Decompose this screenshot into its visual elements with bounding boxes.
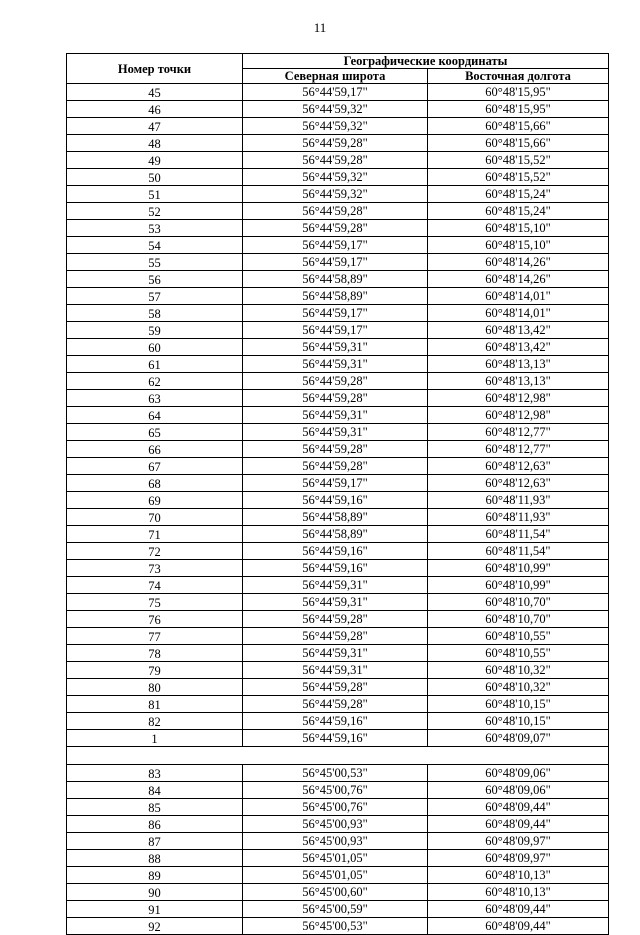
north-lat-cell: 56°44'59,28" [243,152,428,169]
north-lat-cell: 56°44'58,89" [243,509,428,526]
point-number-cell: 77 [67,628,243,645]
table-row [67,611,609,628]
table-row [67,901,609,918]
east-lon-cell: 60°48'10,13" [428,884,609,901]
point-number-cell: 86 [67,816,243,833]
point-number-cell: 60 [67,339,243,356]
north-lat-cell: 56°45'00,93" [243,833,428,850]
north-lat-cell: 56°44'59,31" [243,577,428,594]
north-lat-cell: 56°44'59,17" [243,237,428,254]
point-number-cell: 1 [67,730,243,747]
north-lat-cell: 56°44'59,28" [243,203,428,220]
point-number-cell: 78 [67,645,243,662]
east-lon-cell: 60°48'15,95" [428,84,609,101]
north-lat-cell: 56°44'58,89" [243,526,428,543]
point-number-cell: 81 [67,696,243,713]
east-lon-cell: 60°48'12,63" [428,458,609,475]
point-number-cell: 51 [67,186,243,203]
point-number-cell: 45 [67,84,243,101]
table-row [67,135,609,152]
table-row [67,594,609,611]
east-lon-cell: 60°48'12,77" [428,424,609,441]
table-row [67,101,609,118]
east-lon-cell: 60°48'15,66" [428,135,609,152]
table-row [67,713,609,730]
east-lon-cell: 60°48'09,44" [428,799,609,816]
east-lon-cell: 60°48'09,97" [428,833,609,850]
table-row [67,492,609,509]
point-number-cell: 82 [67,713,243,730]
east-lon-cell: 60°48'14,01" [428,305,609,322]
point-number-cell: 88 [67,850,243,867]
table-row [67,203,609,220]
table-row [67,645,609,662]
table-row [67,305,609,322]
table-row [67,84,609,101]
east-lon-cell: 60°48'09,44" [428,901,609,918]
north-lat-cell: 56°44'59,16" [243,730,428,747]
table-row [67,424,609,441]
point-number-cell: 71 [67,526,243,543]
north-lat-cell: 56°44'58,89" [243,288,428,305]
east-lon-cell: 60°48'09,44" [428,918,609,935]
table-row [67,339,609,356]
point-number-cell: 89 [67,867,243,884]
north-lat-cell: 56°44'59,17" [243,475,428,492]
north-lat-cell: 56°45'01,05" [243,850,428,867]
point-number-cell: 80 [67,679,243,696]
point-number-cell: 63 [67,390,243,407]
point-number-cell: 47 [67,118,243,135]
point-number-cell: 55 [67,254,243,271]
north-lat-cell: 56°45'01,05" [243,867,428,884]
north-lat-cell: 56°44'59,31" [243,594,428,611]
east-lon-cell: 60°48'13,13" [428,373,609,390]
east-lon-cell: 60°48'09,07" [428,730,609,747]
east-lon-cell: 60°48'09,06" [428,782,609,799]
north-lat-cell: 56°44'59,31" [243,407,428,424]
table-row [67,254,609,271]
table-row [67,475,609,492]
north-lat-cell: 56°44'59,17" [243,322,428,339]
point-number-cell: 59 [67,322,243,339]
east-lon-cell: 60°48'10,15" [428,713,609,730]
table-row [67,884,609,901]
header-geo-coords: Географические координаты [243,54,609,69]
point-number-cell: 52 [67,203,243,220]
east-lon-cell: 60°48'11,93" [428,492,609,509]
table-row [67,373,609,390]
table-row [67,577,609,594]
point-number-cell: 69 [67,492,243,509]
table-row [67,543,609,560]
east-lon-cell: 60°48'15,10" [428,237,609,254]
east-lon-cell: 60°48'13,13" [428,356,609,373]
east-lon-cell: 60°48'11,93" [428,509,609,526]
north-lat-cell: 56°44'59,32" [243,186,428,203]
table-row [67,628,609,645]
east-lon-cell: 60°48'12,98" [428,407,609,424]
east-lon-cell: 60°48'10,70" [428,594,609,611]
east-lon-cell: 60°48'15,52" [428,152,609,169]
point-number-cell: 61 [67,356,243,373]
table-row [67,237,609,254]
point-number-cell: 64 [67,407,243,424]
east-lon-cell: 60°48'10,32" [428,679,609,696]
coordinates-table [66,53,609,935]
separator-row [67,747,609,765]
north-lat-cell: 56°44'58,89" [243,271,428,288]
north-lat-cell: 56°45'00,76" [243,782,428,799]
north-lat-cell: 56°44'59,31" [243,424,428,441]
table-row [67,509,609,526]
point-number-cell: 50 [67,169,243,186]
east-lon-cell: 60°48'13,42" [428,322,609,339]
point-number-cell: 68 [67,475,243,492]
north-lat-cell: 56°45'00,76" [243,799,428,816]
point-number-cell: 57 [67,288,243,305]
east-lon-cell: 60°48'13,42" [428,339,609,356]
north-lat-cell: 56°44'59,16" [243,543,428,560]
table-row [67,526,609,543]
north-lat-cell: 56°44'59,28" [243,135,428,152]
east-lon-cell: 60°48'10,15" [428,696,609,713]
table-row [67,390,609,407]
north-lat-cell: 56°44'59,31" [243,339,428,356]
point-number-cell: 65 [67,424,243,441]
point-number-cell: 74 [67,577,243,594]
north-lat-cell: 56°44'59,28" [243,696,428,713]
point-number-cell: 72 [67,543,243,560]
table-row [67,867,609,884]
east-lon-cell: 60°48'12,98" [428,390,609,407]
north-lat-cell: 56°45'00,59" [243,901,428,918]
point-number-cell: 54 [67,237,243,254]
north-lat-cell: 56°45'00,53" [243,765,428,782]
east-lon-cell: 60°48'10,99" [428,560,609,577]
point-number-cell: 46 [67,101,243,118]
table-row [67,918,609,935]
east-lon-cell: 60°48'15,95" [428,101,609,118]
point-number-cell: 84 [67,782,243,799]
north-lat-cell: 56°44'59,28" [243,458,428,475]
east-lon-cell: 60°48'15,10" [428,220,609,237]
point-number-cell: 58 [67,305,243,322]
table-row [67,288,609,305]
header-point-number: Номер точки [67,54,243,84]
point-number-cell: 85 [67,799,243,816]
north-lat-cell: 56°44'59,16" [243,713,428,730]
north-lat-cell: 56°44'59,16" [243,560,428,577]
point-number-cell: 67 [67,458,243,475]
east-lon-cell: 60°48'15,24" [428,203,609,220]
point-number-cell: 75 [67,594,243,611]
north-lat-cell: 56°44'59,16" [243,492,428,509]
header-north-lat: Северная широта [243,69,428,84]
table-row [67,696,609,713]
table-row [67,782,609,799]
east-lon-cell: 60°48'10,32" [428,662,609,679]
table-row [67,560,609,577]
east-lon-cell: 60°48'11,54" [428,526,609,543]
table-row [67,220,609,237]
point-number-cell: 76 [67,611,243,628]
east-lon-cell: 60°48'09,44" [428,816,609,833]
north-lat-cell: 56°44'59,31" [243,356,428,373]
table-row [67,679,609,696]
east-lon-cell: 60°48'12,77" [428,441,609,458]
north-lat-cell: 56°44'59,28" [243,373,428,390]
east-lon-cell: 60°48'09,97" [428,850,609,867]
north-lat-cell: 56°45'00,60" [243,884,428,901]
header-east-lon: Восточная долгота [428,69,609,84]
point-number-cell: 49 [67,152,243,169]
point-number-cell: 56 [67,271,243,288]
table-row [67,169,609,186]
north-lat-cell: 56°45'00,53" [243,918,428,935]
east-lon-cell: 60°48'15,24" [428,186,609,203]
table-row [67,730,609,747]
north-lat-cell: 56°44'59,28" [243,679,428,696]
table-row [67,765,609,782]
table-row [67,271,609,288]
table-row [67,118,609,135]
point-number-cell: 70 [67,509,243,526]
point-number-cell: 92 [67,918,243,935]
east-lon-cell: 60°48'10,13" [428,867,609,884]
table-row [67,441,609,458]
north-lat-cell: 56°45'00,93" [243,816,428,833]
north-lat-cell: 56°44'59,28" [243,611,428,628]
table-row [67,850,609,867]
north-lat-cell: 56°44'59,28" [243,628,428,645]
point-number-cell: 91 [67,901,243,918]
point-number-cell: 79 [67,662,243,679]
point-number-cell: 66 [67,441,243,458]
separator-cell [67,747,609,765]
point-number-cell: 48 [67,135,243,152]
east-lon-cell: 60°48'14,01" [428,288,609,305]
north-lat-cell: 56°44'59,32" [243,118,428,135]
page-number: 11 [313,20,327,35]
east-lon-cell: 60°48'10,55" [428,645,609,662]
north-lat-cell: 56°44'59,17" [243,84,428,101]
east-lon-cell: 60°48'12,63" [428,475,609,492]
east-lon-cell: 60°48'15,52" [428,169,609,186]
table-row [67,407,609,424]
east-lon-cell: 60°48'09,06" [428,765,609,782]
east-lon-cell: 60°48'10,99" [428,577,609,594]
north-lat-cell: 56°44'59,28" [243,220,428,237]
north-lat-cell: 56°44'59,32" [243,101,428,118]
north-lat-cell: 56°44'59,32" [243,169,428,186]
north-lat-cell: 56°44'59,28" [243,390,428,407]
point-number-cell: 90 [67,884,243,901]
east-lon-cell: 60°48'11,54" [428,543,609,560]
north-lat-cell: 56°44'59,17" [243,254,428,271]
table-row [67,458,609,475]
east-lon-cell: 60°48'10,70" [428,611,609,628]
east-lon-cell: 60°48'14,26" [428,271,609,288]
east-lon-cell: 60°48'14,26" [428,254,609,271]
table-body [67,84,609,935]
point-number-cell: 62 [67,373,243,390]
table-row [67,816,609,833]
table-row [67,322,609,339]
table-row [67,186,609,203]
point-number-cell: 73 [67,560,243,577]
table-row [67,799,609,816]
point-number-cell: 87 [67,833,243,850]
north-lat-cell: 56°44'59,28" [243,441,428,458]
table-row [67,833,609,850]
table-header [67,54,609,84]
table-row [67,356,609,373]
east-lon-cell: 60°48'15,66" [428,118,609,135]
east-lon-cell: 60°48'10,55" [428,628,609,645]
table-row [67,152,609,169]
north-lat-cell: 56°44'59,17" [243,305,428,322]
point-number-cell: 53 [67,220,243,237]
north-lat-cell: 56°44'59,31" [243,645,428,662]
north-lat-cell: 56°44'59,31" [243,662,428,679]
point-number-cell: 83 [67,765,243,782]
table-row [67,662,609,679]
